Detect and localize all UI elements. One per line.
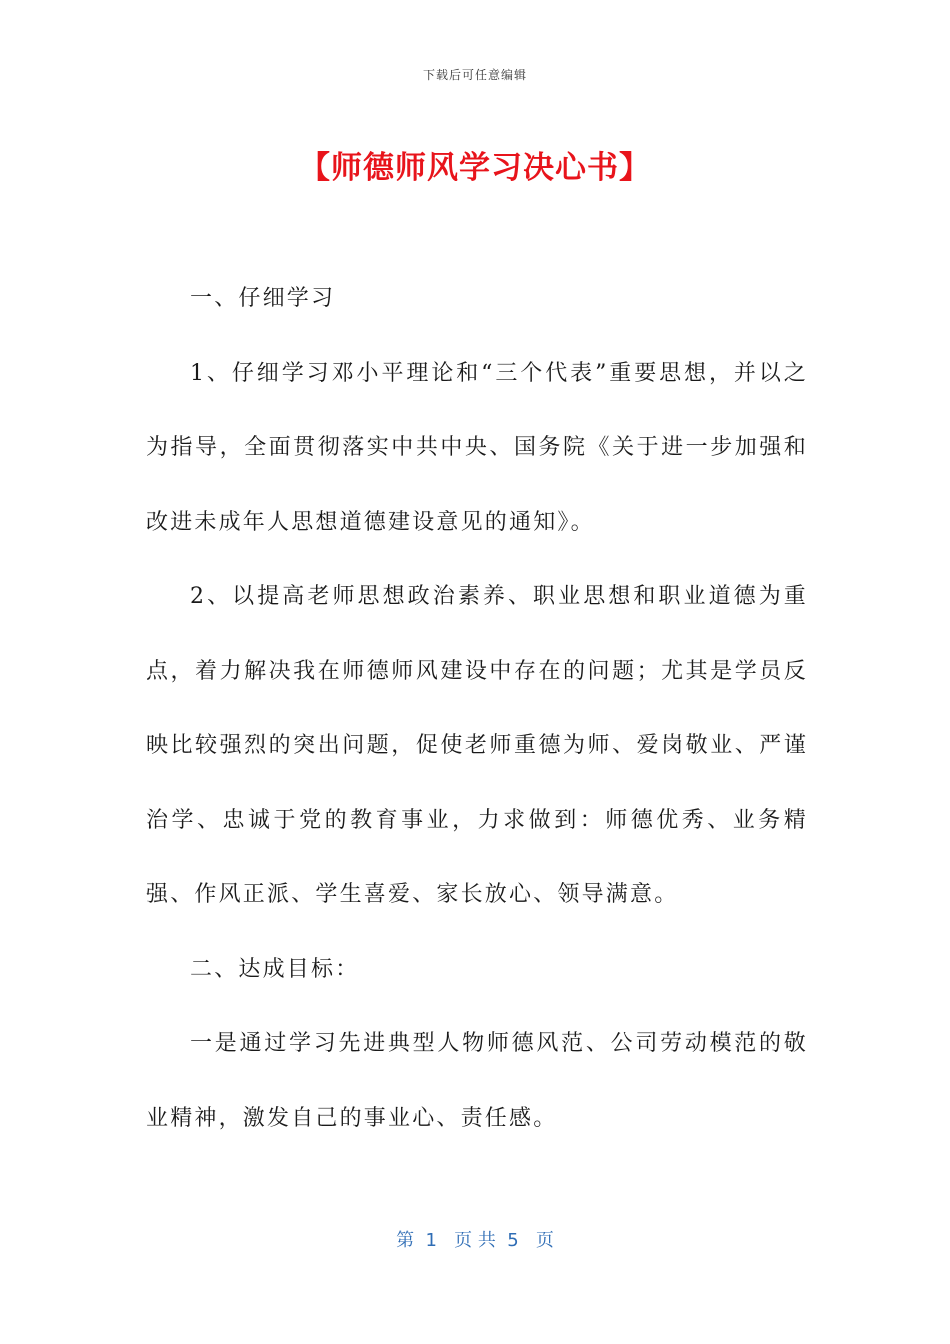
header-note: 下载后可任意编辑 <box>422 68 527 82</box>
section-heading-1: 一、仔细学习 <box>190 286 336 311</box>
document-title: 【师德师风学习决心书】 <box>299 150 651 186</box>
section-heading-2: 二、达成目标： <box>190 956 360 982</box>
paragraph-1: 1、仔细学习邓小平理论和“三个代表”重要思想，并以之为指导，全面贯彻落实中共中央、国务院《关于进一步加强和改进未成年人思想道德建设意见的通知》。 <box>146 360 808 535</box>
paragraph-2: 2、以提高老师思想政治素养、职业思想和职业道德为重点，着力解决我在师德师风建设中存在的问题；尤其是学员反映比较强烈的突出问题，促使老师重德为师、爱岗敬业、严谨治学、忠诚于党的教育事业，力求做到：师德优秀、业务精强、作风正派、学生喜爱、家长放心、领导满意。 <box>146 584 808 907</box>
paragraph-3: 一是通过学习先进典型人物师德风范、公司劳动模范的敬业精神，激发自己的事业心、责任感。 <box>146 1031 808 1131</box>
document-body <box>146 262 808 1156</box>
page-number: 第 1 页 共 5 页 <box>396 1230 554 1251</box>
